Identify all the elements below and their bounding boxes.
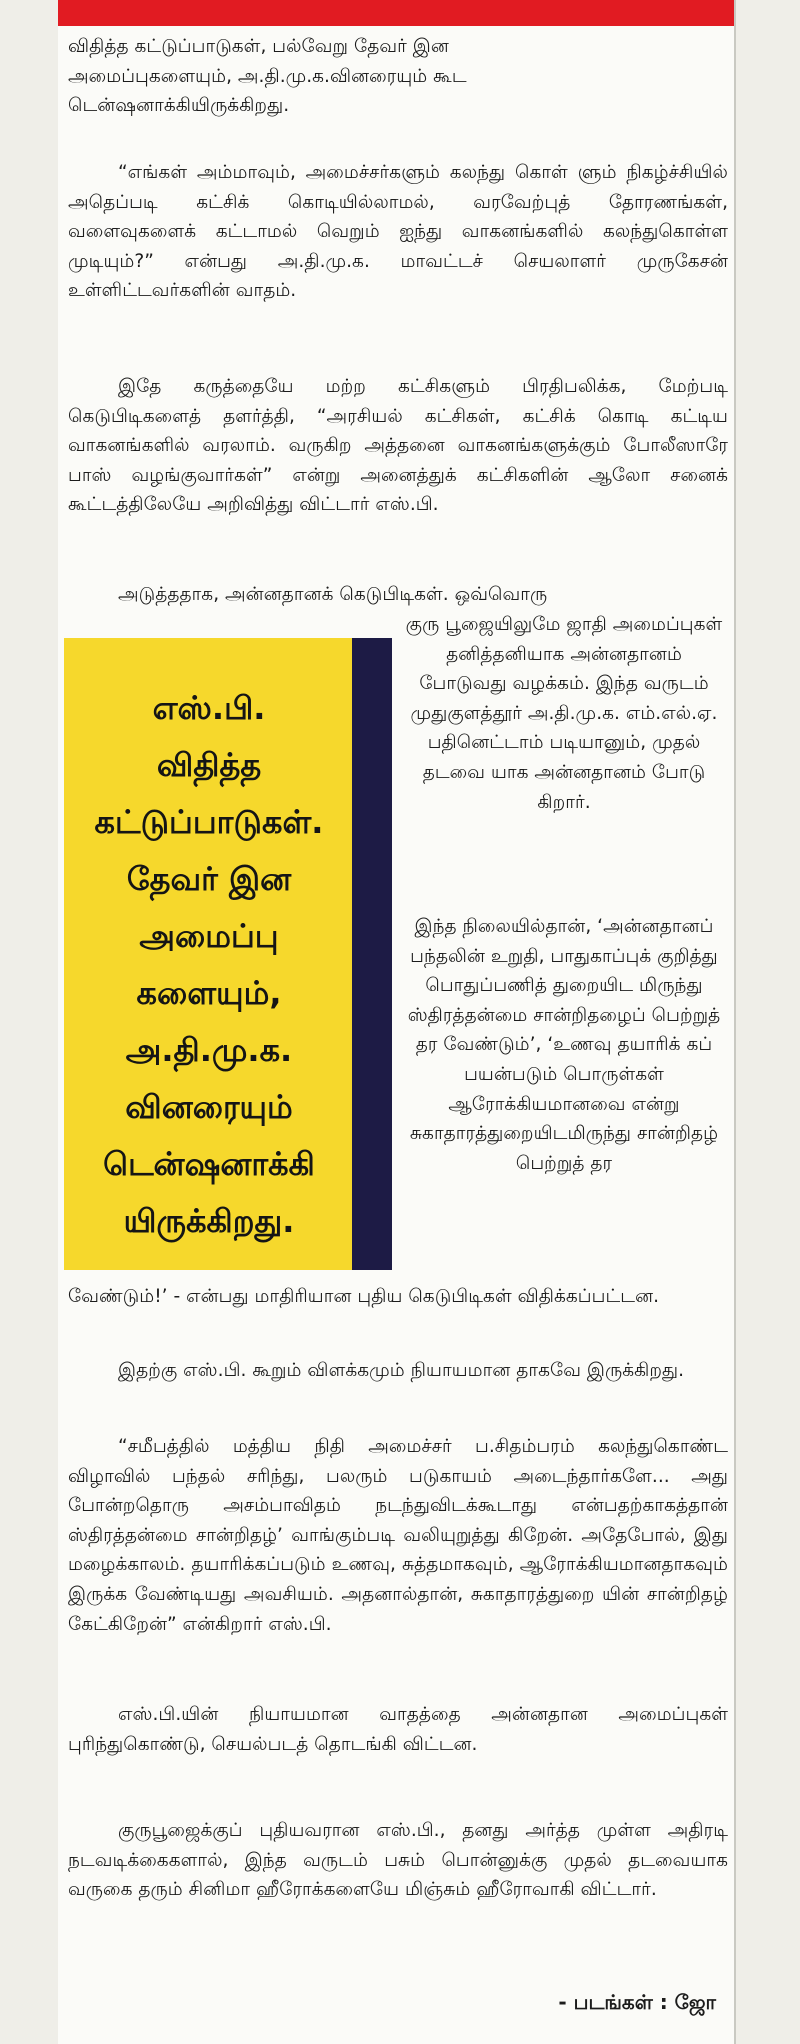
- paragraph-8: எஸ்.பி.யின் நியாயமான வாதத்தை அன்னதான அமைப்புகள் புரிந்துகொண்டு, செயல்படத் தொடங்கி விட்டன.: [68, 1704, 728, 1755]
- paragraph-1-line-1: விதித்த கட்டுப்பாடுகள், பல்வேறு தேவர் இன: [68, 36, 449, 57]
- paragraph-4-opening: அடுத்ததாக, அன்னதானக் கெடுபிடிகள். ஒவ்வொரு: [118, 584, 548, 605]
- paragraph-5-rest: வேண்டும்!’ - என்பது மாதிரியான புதிய கெடுபிடிகள் விதிக்கப்பட்டன.: [68, 1286, 660, 1307]
- pull-quote-line: களையும்,: [136, 974, 282, 1012]
- pull-quote-text: [64, 680, 354, 1250]
- paragraph-1: [68, 32, 728, 121]
- pull-quote-line: வினரையும்: [125, 1088, 293, 1126]
- paragraph-5-narrow: இந்த நிலையில்தான், ‘அன்னதானப் பந்தலின் உறுதி, பாதுகாப்புக் குறித்து பொதுப்பணித் துறையிட மிருந்து ஸ்திரத்தன்மை சான்றிதழைப் பெற்றுத் தர வேண்டும்’, ‘உணவு தயாரிக் கப் பயன்படும் பொருள்கள் ஆரோக்கியமானவை என்று சுகாதாரத்துறையிடமிருந்து சான்றிதழ் பெற்றுத் தர: [407, 916, 721, 1174]
- pull-quote-bar: [352, 638, 392, 1270]
- paragraph-3: இதே கருத்தையே மற்ற கட்சிகளும் பிரதிபலிக்க, மேற்படி கெடுபிடிகளைத் தளர்த்தி, “அரசியல் கட்சிகள், கட்சிக் கொடி கட்டிய வாகனங்களில் வரலாம். வருகிற அத்தனை வாகனங்களுக்கும் போலீஸாரே பாஸ் வழங்குவார்கள்” என்று அனைத்துக் கட்சிகளின் ஆலோ சனைக் கூட்டத்திலேயே அறிவித்து விட்டார் எஸ்.பி.: [68, 376, 728, 516]
- paragraph-1-line-3: டென்ஷனாக்கியிருக்கிறது.: [68, 95, 290, 117]
- paragraph-4-narrow: குரு பூஜையிலுமே ஜாதி அமைப்புகள் தனித்தனியாக அன்னதானம் போடுவது வழக்கம். இந்த வருடம் முதுகுளத்தூர் அ.தி.மு.க. எம்.எல்.ஏ. பதினெட்டாம் படியானும், முதல் தடவை யாக அன்னதானம் போடு கிறார்.: [405, 614, 723, 813]
- pull-quote-line: எஸ்.பி.: [152, 689, 266, 727]
- top-red-bar: [58, 0, 734, 26]
- pull-quote-line: அ.தி.மு.க.: [125, 1031, 293, 1069]
- paragraph-2: “எங்கள் அம்மாவும், அமைச்சர்களும் கலந்து கொள் ளும் நிகழ்ச்சியில் அதெப்படி கட்சிக் கொடியில்லாமல், வரவேற்புத் தோரணங்கள், வளைவுகளைக் கட்டாமல் வெறும் ஐந்து வாகனங்களில் கலந்துகொள்ள முடியும்?” என்பது அ.தி.மு.க. மாவட்டச் செயலாளர் முருகேசன் உள்ளிட்டவர்களின் வாதம்.: [68, 162, 728, 302]
- paragraph-1-line-2: அமைப்புகளையும், அ.தி.மு.க.வினரையும் கூட: [68, 65, 467, 87]
- pull-quote-line: அமைப்பு: [139, 917, 279, 955]
- photo-credit: - படங்கள் : ஜோ: [558, 1990, 716, 2014]
- paragraph-6: இதற்கு எஸ்.பி. கூறும் விளக்கமும் நியாயமான தாகவே இருக்கிறது.: [118, 1360, 685, 1381]
- paragraph-7: “சமீபத்தில் மத்திய நிதி அமைச்சர் ப.சிதம்பரம் கலந்துகொண்ட விழாவில் பந்தல் சரிந்து, பலரும் படுகாயம் அடைந்தார்களே... அது போன்றதொரு அசம்பாவிதம் நடந்துவிடக்கூடாது என்பதற்காகத்தான் ஸ்திரத்தன்மை சான்றிதழ்’ வாங்கும்படி வலியுறுத்து கிறேன். அதேபோல், இது மழைக்காலம். தயாரிக்கப்படும் உணவு, சுத்தமாகவும், ஆரோக்கியமானதாகவும் இருக்க வேண்டியது அவசியம். அதனால்தான், சுகாதாரத்துறை யின் சான்றிதழ் கேட்கிறேன்” என்கிறார் எஸ்.பி.: [68, 1436, 728, 1635]
- pull-quote-line: கட்டுப்பாடுகள்.: [94, 803, 324, 841]
- pull-quote-line: டென்ஷனாக்கி: [103, 1145, 315, 1183]
- paragraph-9: குருபூஜைக்குப் புதியவரான எஸ்.பி., தனது அர்த்த முள்ள அதிரடி நடவடிக்கைகளால், இந்த வருடம் பசும் பொன்னுக்கு முதல் தடவையாக வருகை தரும் சினிமா ஹீரோக்களையே மிஞ்சும் ஹீரோவாகி விட்டார்.: [68, 1820, 728, 1901]
- pull-quote-line: விதித்த: [156, 746, 262, 784]
- pull-quote-line: தேவர் இன: [126, 860, 292, 898]
- pull-quote-line: யிருக்கிறது.: [123, 1202, 295, 1240]
